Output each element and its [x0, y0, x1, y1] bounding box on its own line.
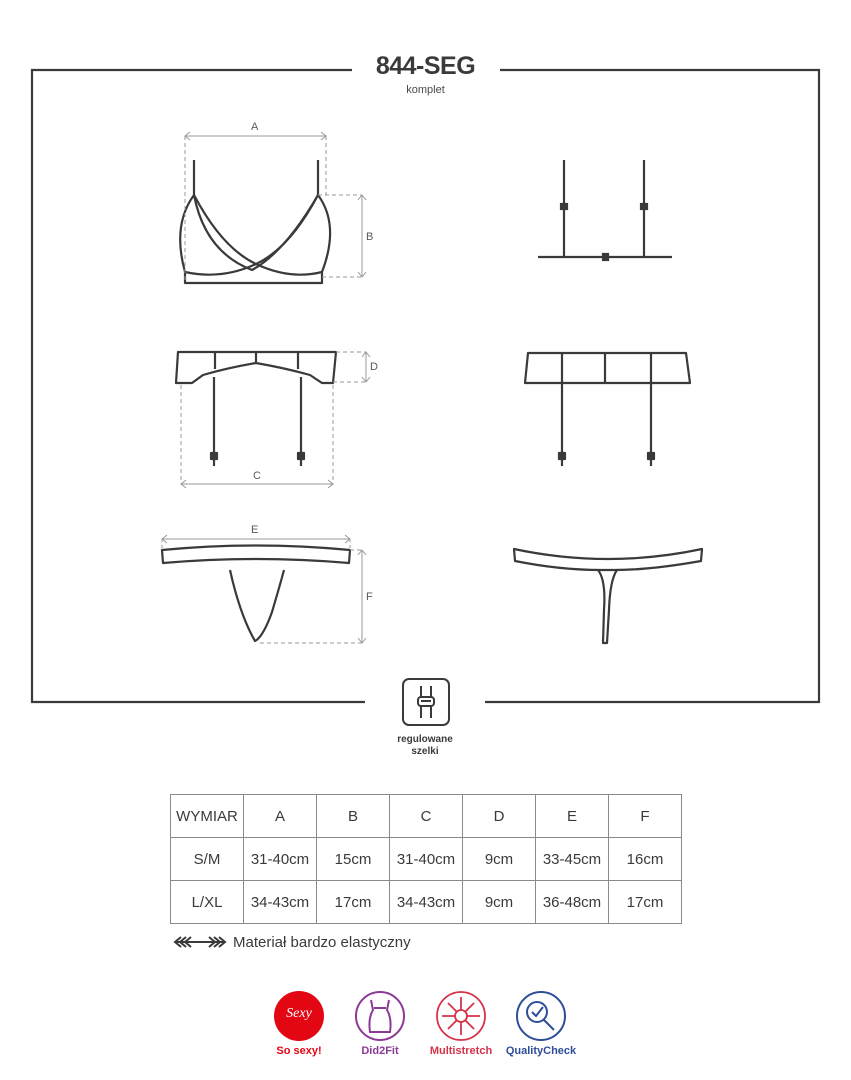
- table-cell: 36-48cm: [536, 881, 609, 924]
- table-header-row: [171, 795, 682, 838]
- dimension-label-f: F: [366, 591, 373, 603]
- thong-back-drawing: [514, 549, 702, 643]
- sexy-icon-text: Sexy: [286, 1006, 312, 1021]
- dimension-label-e: E: [251, 524, 259, 536]
- table-cell: S/M: [171, 838, 244, 881]
- table-cell: 33-45cm: [536, 838, 609, 881]
- size-table: [170, 794, 682, 924]
- table-header-cell: WYMIAR: [171, 795, 244, 838]
- table-cell: 17cm: [609, 881, 682, 924]
- table-cell: 16cm: [609, 838, 682, 881]
- product-type: komplet: [406, 84, 445, 96]
- dimension-label-c: C: [253, 470, 261, 482]
- table-cell: 34-43cm: [244, 881, 317, 924]
- did2fit-badge-icon: [356, 992, 404, 1040]
- table-header-cell: A: [244, 795, 317, 838]
- table-cell: 34-43cm: [390, 881, 463, 924]
- caption-line-2: szelki: [411, 746, 439, 757]
- table-header-cell: E: [536, 795, 609, 838]
- dimension-label-d: D: [370, 361, 378, 373]
- table-cell: 31-40cm: [244, 838, 317, 881]
- badge-label-did2fit: Did2Fit: [361, 1045, 399, 1057]
- table-cell: L/XL: [171, 881, 244, 924]
- table-header-cell: D: [463, 795, 536, 838]
- table-row: [171, 838, 682, 881]
- frame-border-left: [32, 70, 365, 702]
- adjustable-straps-caption: [370, 734, 480, 758]
- bra-front-drawing: [180, 160, 330, 283]
- table-cell: 31-40cm: [390, 838, 463, 881]
- qualitycheck-badge-icon: [517, 992, 565, 1040]
- table-header-cell: B: [317, 795, 390, 838]
- bra-back-drawing: [538, 160, 672, 260]
- badge-label-qualitycheck: QualityCheck: [505, 1045, 577, 1057]
- caption-line-1: regulowane: [397, 734, 453, 745]
- bra-dimension-lines: [185, 132, 366, 280]
- badge-label-so-sexy: So sexy!: [276, 1045, 322, 1057]
- table-header-cell: C: [390, 795, 463, 838]
- multistretch-badge-icon: [437, 992, 485, 1040]
- table-row: [171, 881, 682, 924]
- dimension-label-a: A: [251, 121, 259, 133]
- table-cell: 9cm: [463, 838, 536, 881]
- product-code: 844-SEG: [375, 52, 476, 80]
- stretch-arrows-icon: [175, 937, 225, 947]
- thong-front-drawing: [162, 546, 350, 642]
- badge-label-multistretch: Multistretch: [429, 1045, 493, 1057]
- garter-front-drawing: [176, 352, 336, 466]
- stretch-legend-text: Materiał bardzo elastyczny: [233, 934, 411, 951]
- dimension-label-b: B: [366, 231, 374, 243]
- table-cell: 15cm: [317, 838, 390, 881]
- table-cell: 9cm: [463, 881, 536, 924]
- table-header-cell: F: [609, 795, 682, 838]
- thong-dimension-lines: [162, 535, 366, 643]
- adjustable-strap-icon: [403, 679, 449, 725]
- table-cell: 17cm: [317, 881, 390, 924]
- garter-back-drawing: [525, 353, 690, 466]
